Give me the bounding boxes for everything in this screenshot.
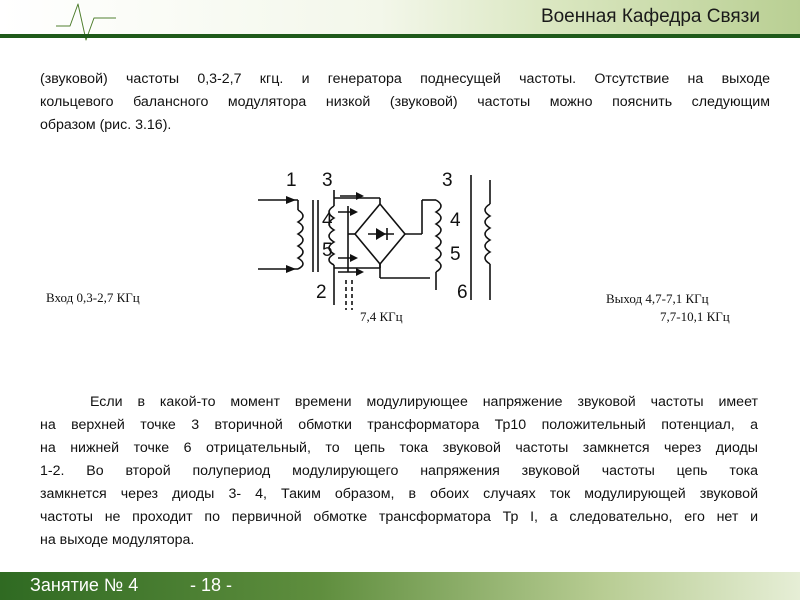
node-number: 4 xyxy=(450,210,461,231)
node-number: 6 xyxy=(457,282,468,303)
header-title: Военная Кафедра Связи xyxy=(540,6,760,27)
lesson-number: Занятие № 4 xyxy=(30,575,139,595)
node-number: 5 xyxy=(450,244,461,265)
text-line: замкнется через диоды 3- 4, Таким образом, в обоих случаях ток модулирующей звуковой xyxy=(40,486,758,502)
ring-modulator-diagram xyxy=(0,160,800,330)
output-label-primary: Выход 4,7-7,1 КГц xyxy=(606,291,709,306)
output-label-secondary: 7,7-10,1 КГц xyxy=(660,309,730,324)
text-line: Если в какой-то момент времени модулирующее напряжение звуковой частоты имеет xyxy=(90,394,758,410)
text-line: (звуковой) частоты 0,3-2,7 кгц. и генератора поднесущей частоты. Отсутствие на выходе xyxy=(40,71,770,87)
node-number: 5 xyxy=(322,240,333,261)
node-number: 1 xyxy=(286,170,297,191)
node-number: 3 xyxy=(442,170,453,191)
header-divider xyxy=(0,34,800,38)
intro-paragraph xyxy=(40,68,770,137)
node-number: 2 xyxy=(316,282,327,303)
carrier-label: 7,4 КГц xyxy=(360,309,403,324)
node-number: 3 xyxy=(322,170,333,191)
text-line: частоты не проходит по первичной обмотке трансформатора Тр I, а следовательно, его нет и xyxy=(40,509,758,525)
text-line: кольцевого балансного модулятора низкой (звуковой) частоты можно пояснить следующим xyxy=(40,94,770,110)
text-line: на верхней точке 3 вторичной обмотки трансформатора Тр10 положительный потенциал, а xyxy=(40,417,758,433)
page-number: - 18 - xyxy=(190,575,233,595)
explanation-paragraph xyxy=(40,391,758,552)
header-bar xyxy=(0,0,800,34)
node-number: 4 xyxy=(322,210,333,231)
text-line: образом (рис. 3.16). xyxy=(40,117,172,133)
text-line: на нижней точке 6 отрицательный, то цепь тока звуковой частоты замкнется через диоды xyxy=(40,440,758,456)
input-label: Вход 0,3-2,7 КГц xyxy=(46,290,140,305)
text-line: на выходе модулятора. xyxy=(40,532,195,548)
text-line: 1-2. Во второй полупериод модулирующего напряжения звуковой частоты цепь тока xyxy=(40,463,758,479)
